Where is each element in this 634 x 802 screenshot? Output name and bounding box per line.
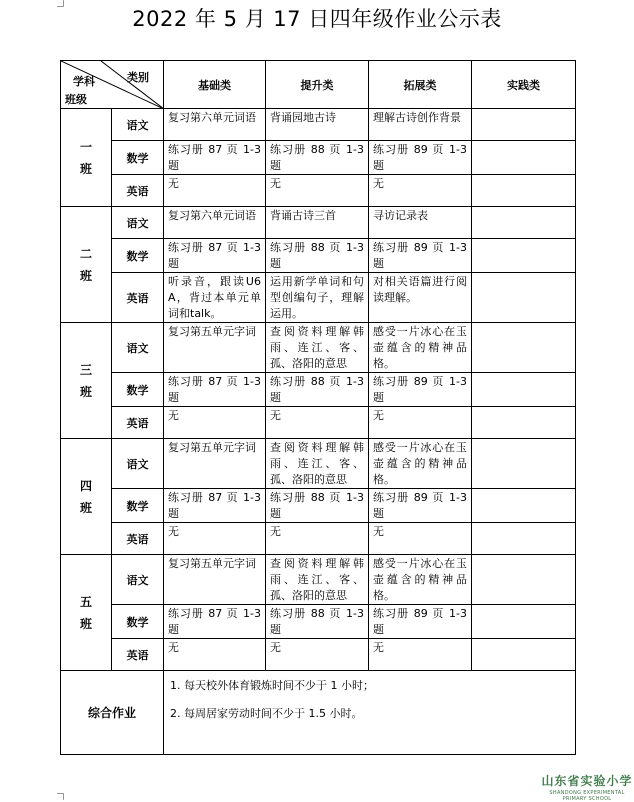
subject-cell: 英语 [112, 639, 164, 671]
homework-cell: 无 [164, 175, 266, 207]
subject-cell: 数学 [112, 489, 164, 523]
homework-cell: 无 [164, 523, 266, 555]
homework-cell: 理解古诗创作背景 [369, 109, 472, 141]
class-name-cell [61, 207, 112, 323]
subject-cell: 英语 [112, 175, 164, 207]
homework-cell: 无 [266, 523, 369, 555]
homework-table [60, 60, 576, 755]
homework-cell: 无 [266, 175, 369, 207]
homework-cell [472, 439, 576, 489]
table-row [61, 141, 576, 175]
homework-cell: 练习册 88 页 1-3 题 [266, 373, 369, 407]
homework-cell: 运用新学单词和句型创编句子，理解运用。 [266, 273, 369, 323]
homework-cell [472, 207, 576, 239]
homework-cell: 对相关语篇进行阅读理解。 [369, 273, 472, 323]
homework-cell [472, 141, 576, 175]
homework-cell: 练习册 87 页 1-3 题 [164, 489, 266, 523]
table-row [61, 489, 576, 523]
school-logo [540, 772, 634, 802]
subject-cell: 数学 [112, 239, 164, 273]
class-name-cell [61, 555, 112, 671]
homework-cell [472, 555, 576, 605]
class-name-char: 班 [79, 268, 92, 283]
subject-cell: 语文 [112, 323, 164, 373]
homework-cell [472, 373, 576, 407]
homework-cell: 无 [266, 407, 369, 439]
homework-cell [472, 109, 576, 141]
homework-cell: 无 [369, 175, 472, 207]
subject-cell: 语文 [112, 109, 164, 141]
class-name-char: 二 [79, 246, 92, 261]
table-row [61, 323, 576, 373]
table-row [61, 523, 576, 555]
homework-cell: 练习册 87 页 1-3 题 [164, 605, 266, 639]
column-header: 提升类 [266, 61, 369, 109]
logo-text: 山东省实验小学 [541, 774, 633, 788]
class-name-char: 班 [79, 161, 92, 176]
homework-cell [472, 489, 576, 523]
table-row [61, 555, 576, 605]
class-name-char: 班 [79, 616, 92, 631]
homework-cell: 无 [266, 639, 369, 671]
class-name-char: 五 [79, 594, 92, 609]
table-row [61, 605, 576, 639]
corner-label-class: 班级 [65, 93, 87, 106]
subject-cell: 英语 [112, 273, 164, 323]
homework-cell [472, 523, 576, 555]
homework-cell: 练习册 89 页 1-3 题 [369, 141, 472, 175]
header-row [61, 61, 576, 109]
table-row [61, 109, 576, 141]
class-name-char: 班 [79, 500, 92, 515]
homework-cell: 无 [164, 639, 266, 671]
table-row [61, 273, 576, 323]
subject-cell: 英语 [112, 407, 164, 439]
homework-cell [472, 273, 576, 323]
homework-cell: 感受一片冰心在玉壶蕴含的精神品格。 [369, 439, 472, 489]
class-name-char: 三 [79, 362, 92, 377]
homework-cell: 练习册 87 页 1-3 题 [164, 141, 266, 175]
page-corner-mark-bottom [63, 793, 64, 800]
page-title: 2022 年 5 月 17 日四年级作业公示表 [132, 7, 502, 31]
homework-cell: 练习册 88 页 1-3 题 [266, 239, 369, 273]
homework-cell: 练习册 89 页 1-3 题 [369, 373, 472, 407]
class-name-cell [61, 109, 112, 207]
table-row [61, 207, 576, 239]
homework-cell [472, 639, 576, 671]
homework-cell: 练习册 88 页 1-3 题 [266, 605, 369, 639]
homework-cell: 复习第五单元字词 [164, 323, 266, 373]
subject-cell: 数学 [112, 373, 164, 407]
table-row [61, 239, 576, 273]
table-row [61, 439, 576, 489]
homework-cell: 练习册 89 页 1-3 题 [369, 489, 472, 523]
homework-cell: 练习册 87 页 1-3 题 [164, 373, 266, 407]
homework-cell: 感受一片冰心在玉壶蕴含的精神品格。 [369, 555, 472, 605]
class-name-char: 班 [79, 384, 92, 399]
homework-cell [472, 239, 576, 273]
subject-cell: 数学 [112, 605, 164, 639]
page-corner-mark-bottom [57, 793, 64, 794]
homework-cell: 练习册 88 页 1-3 题 [266, 141, 369, 175]
homework-cell: 练习册 88 页 1-3 题 [266, 489, 369, 523]
homework-cell: 寻访记录表 [369, 207, 472, 239]
summary-row [61, 671, 576, 755]
table-row [61, 407, 576, 439]
homework-cell: 背诵古诗三首 [266, 207, 369, 239]
homework-cell: 练习册 87 页 1-3 题 [164, 239, 266, 273]
subject-cell: 语文 [112, 207, 164, 239]
homework-cell: 感受一片冰心在玉壶蕴含的精神品格。 [369, 323, 472, 373]
homework-cell: 无 [369, 639, 472, 671]
summary-line: 1. 每天校外体育锻炼时间不少于 1 小时； [170, 679, 374, 692]
homework-cell: 查阅资料理解韩雨、连江、客、孤、洛阳的意思 [266, 555, 369, 605]
diagonal-header-cell [61, 61, 164, 109]
homework-cell: 复习第五单元字词 [164, 555, 266, 605]
column-header: 实践类 [472, 61, 576, 109]
corner-label-category: 类别 [127, 71, 149, 84]
class-name-char: 四 [79, 478, 92, 493]
homework-cell: 听录音，跟读U6A，背过本单元单词和talk。 [164, 273, 266, 323]
homework-cell [472, 323, 576, 373]
subject-cell: 语文 [112, 555, 164, 605]
homework-cell [472, 175, 576, 207]
homework-cell: 无 [164, 407, 266, 439]
homework-cell [472, 605, 576, 639]
subject-cell: 英语 [112, 523, 164, 555]
summary-label: 综合作业 [61, 671, 164, 755]
homework-cell: 查阅资料理解韩雨、连江、客、孤、洛阳的意思 [266, 323, 369, 373]
homework-cell: 无 [369, 523, 472, 555]
table-row [61, 639, 576, 671]
table-row [61, 373, 576, 407]
homework-cell: 查阅资料理解韩雨、连江、客、孤、洛阳的意思 [266, 439, 369, 489]
homework-cell: 复习第五单元字词 [164, 439, 266, 489]
homework-cell: 无 [369, 407, 472, 439]
subject-cell: 语文 [112, 439, 164, 489]
summary-content [164, 671, 576, 755]
column-header: 基础类 [164, 61, 266, 109]
summary-line: 2. 每周居家劳动时间不少于 1.5 小时。 [170, 707, 363, 720]
homework-cell: 背诵园地古诗 [266, 109, 369, 141]
homework-cell: 复习第六单元词语 [164, 109, 266, 141]
table-row [61, 175, 576, 207]
homework-cell: 练习册 89 页 1-3 题 [369, 605, 472, 639]
subject-cell: 数学 [112, 141, 164, 175]
class-name-char: 一 [79, 139, 92, 154]
class-name-cell [61, 323, 112, 439]
class-name-cell [61, 439, 112, 555]
logo-subtext: SHANDONG EXPERIMENTAL PRIMARY SCHOOL [549, 790, 625, 802]
homework-cell: 复习第六单元词语 [164, 207, 266, 239]
corner-label-subject: 学科 [73, 75, 95, 88]
homework-cell [472, 407, 576, 439]
column-header: 拓展类 [369, 61, 472, 109]
homework-cell: 练习册 89 页 1-3 题 [369, 239, 472, 273]
